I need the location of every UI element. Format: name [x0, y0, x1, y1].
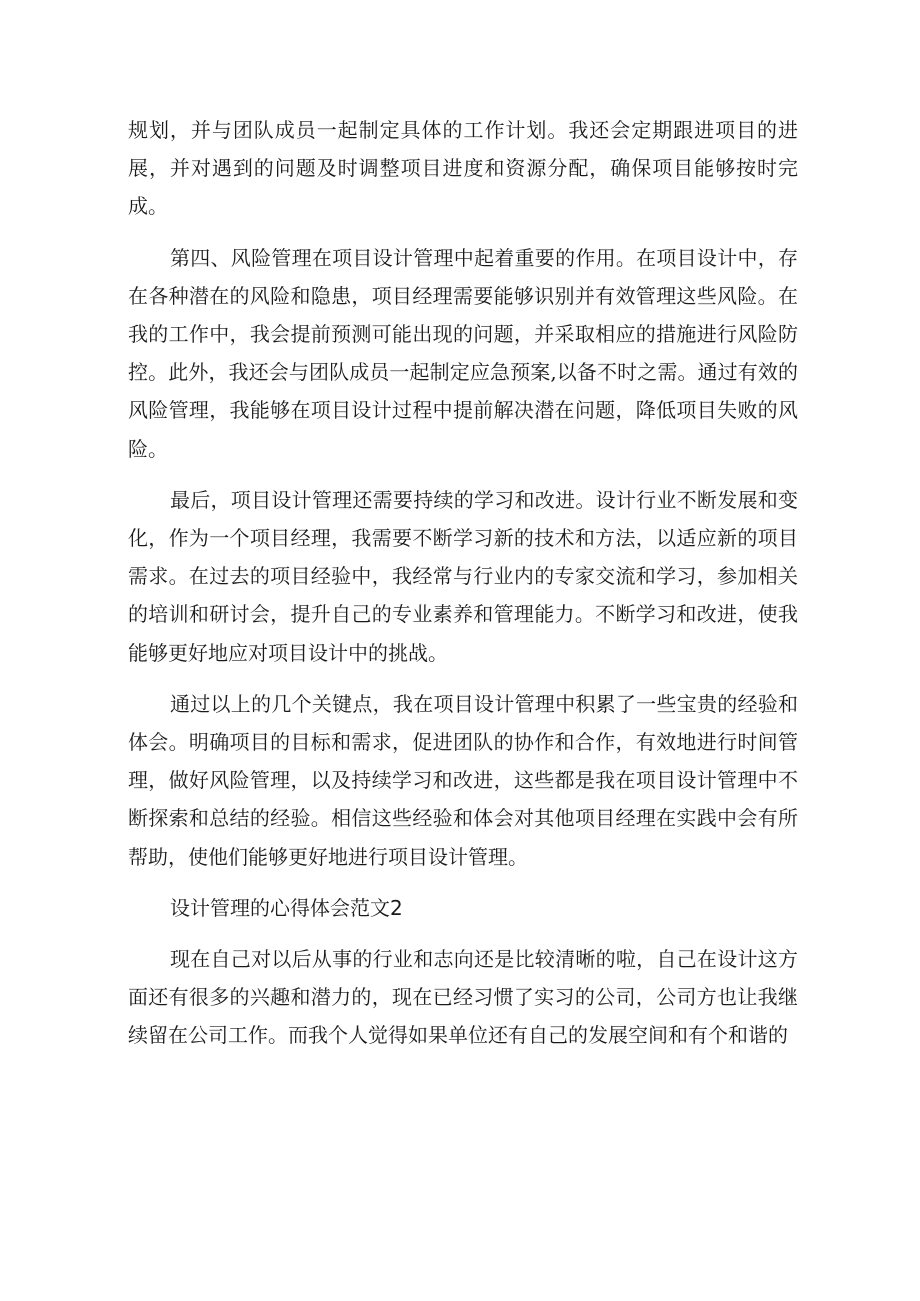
- paragraph-new-section: 现在自己对以后从事的行业和志向还是比较清晰的啦，自己在设计这方面还有很多的兴趣和潜力的，现在已经习惯了实习的公司，公司方也让我继续留在公司工作。而我个人觉得如果单位还有自己的发展空间和有个和谐的: [128, 947, 798, 1048]
- paragraph-risk-management: 第四、风险管理在项目设计管理中起着重要的作用。在项目设计中，存在各种潜在的风险和隐患，项目经理需要能够识别并有效管理这些风险。在我的工作中，我会提前预测可能出现的问题，并采取相应的措施进行风险防控。此外，我还会与团队成员一起制定应急预案,以备不时之需。通过有效的风险管理，我能够在项目设计过程中提前解决潜在问题，降低项目失败的风险。: [128, 245, 798, 461]
- document-body: [128, 111, 798, 1068]
- section-heading: 设计管理的心得体会范文2: [170, 895, 403, 920]
- paragraph-continuation: 规划，并与团队成员一起制定具体的工作计划。我还会定期跟进项目的进展，并对遇到的问题及时调整项目进度和资源分配，确保项目能够按时完成。: [128, 118, 798, 219]
- paragraph-summary: 通过以上的几个关键点，我在项目设计管理中积累了一些宝贵的经验和体会。明确项目的目标和需求，促进团队的协作和合作，有效地进行时间管理，做好风险管理，以及持续学习和改进，这些都是我在项目设计管理中不断探索和总结的经验。相信这些经验和体会对其他项目经理在实践中会有所帮助，使他们能够更好地进行项目设计管理。: [128, 691, 798, 869]
- paragraph-continuous-learning: 最后，项目设计管理还需要持续的学习和改进。设计行业不断发展和变化，作为一个项目经理，我需要不断学习新的技术和方法，以适应新的项目需求。在过去的项目经验中，我经常与行业内的专家交流和学习，参加相关的培训和研讨会，提升自己的专业素养和管理能力。不断学习和改进，使我能够更好地应对项目设计中的挑战。: [128, 487, 798, 665]
